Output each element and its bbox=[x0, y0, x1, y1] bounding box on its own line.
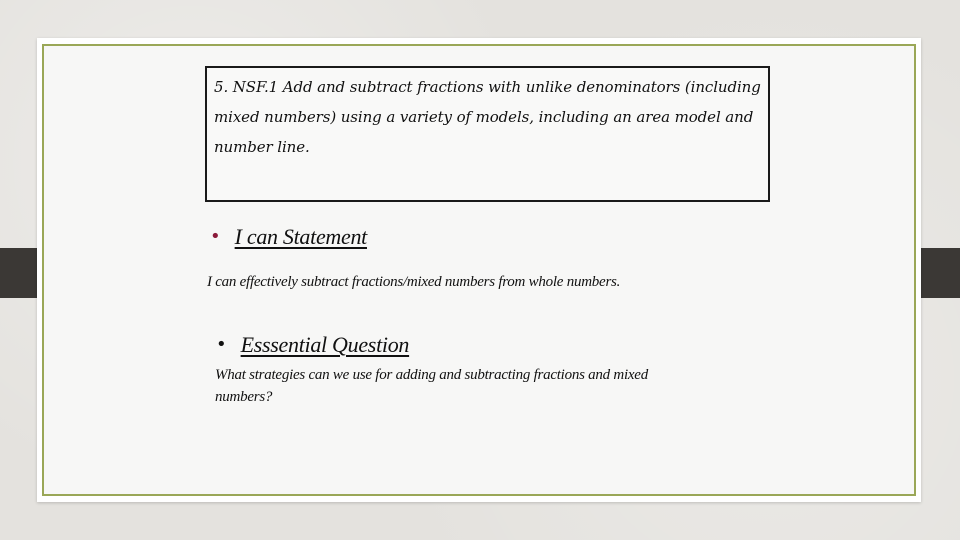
standard-box bbox=[205, 66, 770, 202]
bullet-icon: • bbox=[210, 226, 221, 247]
i-can-text: I can effectively subtract fractions/mixed numbers from whole numbers. bbox=[207, 274, 621, 290]
essential-question-heading-row bbox=[216, 332, 409, 358]
bullet-icon: • bbox=[216, 334, 227, 355]
essential-question-heading: Esssential Question bbox=[240, 332, 410, 357]
essential-question-text: What strategies can we use for adding and subtracting fractions and mixed numbers? bbox=[215, 367, 648, 405]
i-can-heading: I can Statement bbox=[234, 224, 367, 249]
standard-text: 5. NSF.1 Add and subtract fractions with unlike denominators (including mixed numbers) using a variety of models, including an area model and number line. bbox=[214, 78, 761, 156]
i-can-heading-row bbox=[210, 224, 367, 250]
